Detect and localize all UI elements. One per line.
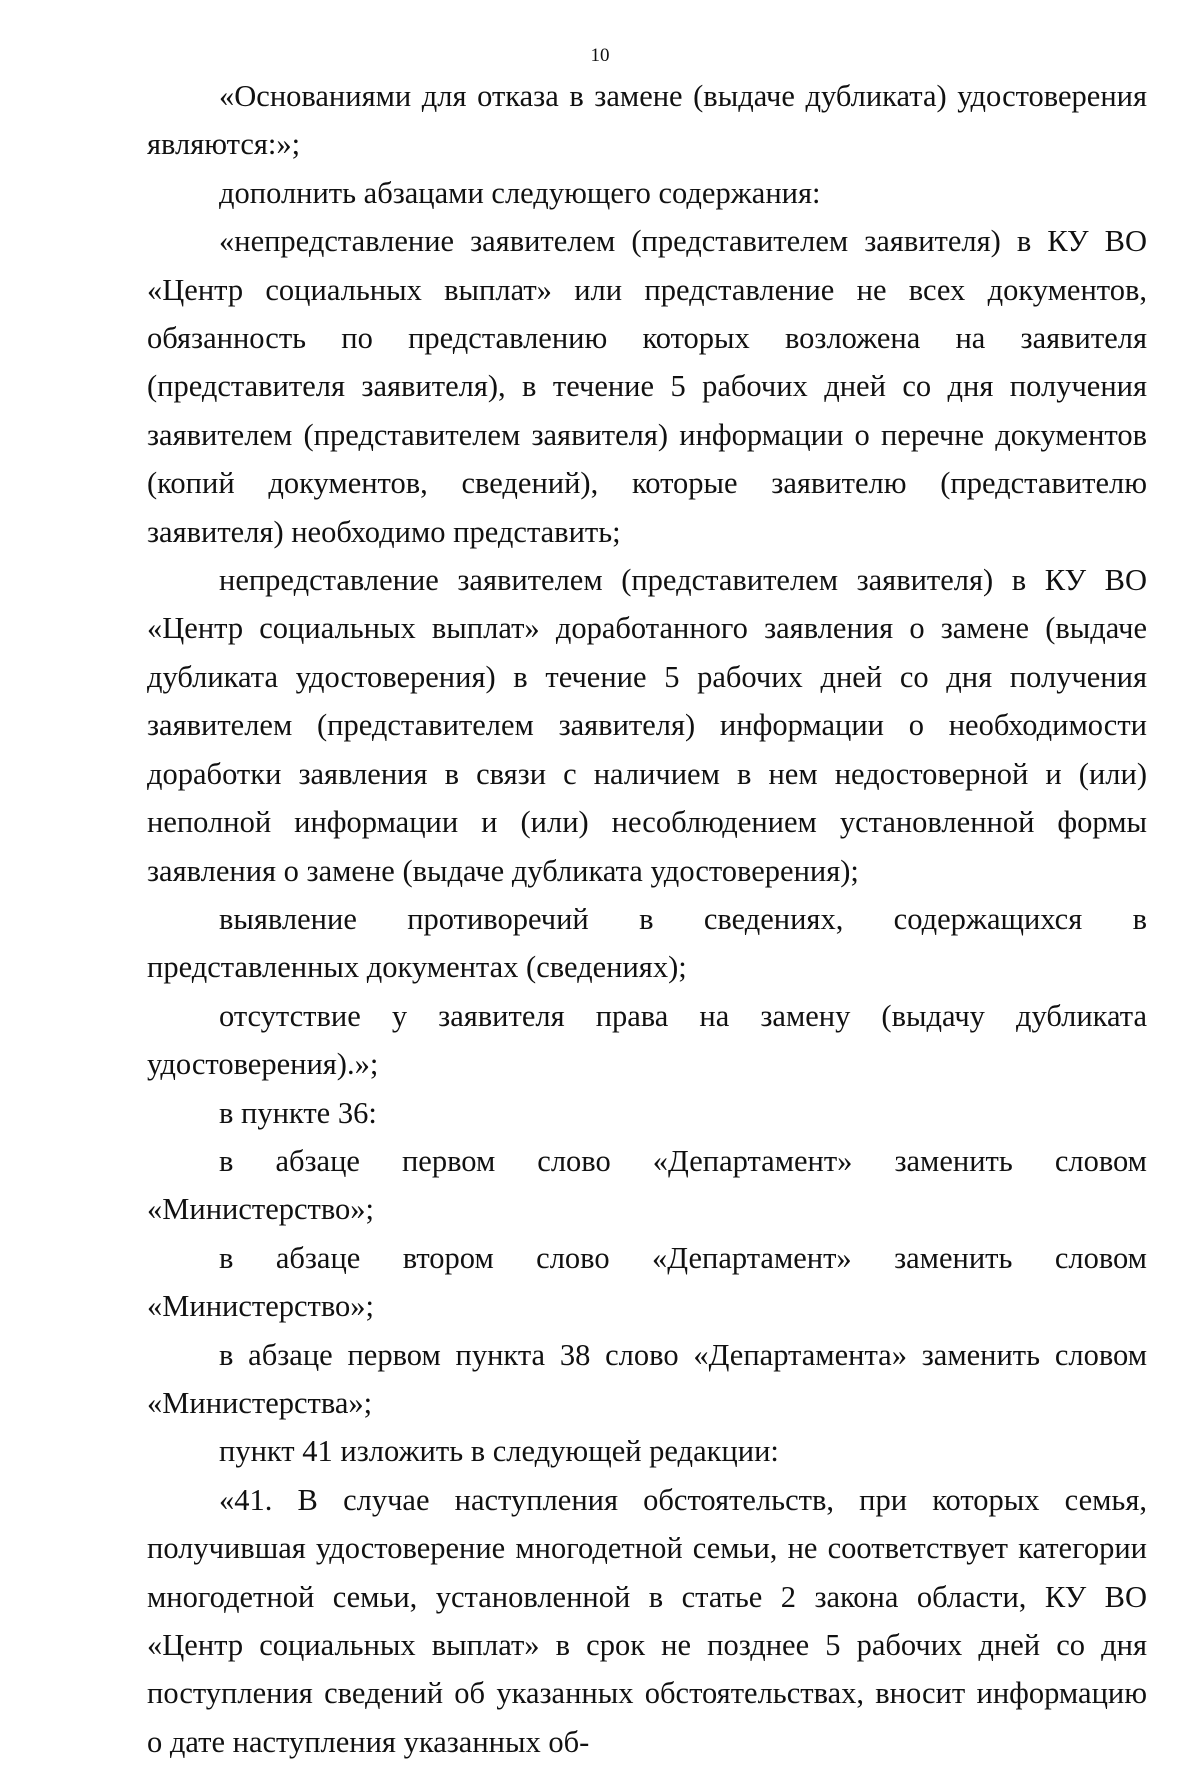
document-body (147, 72, 1147, 1766)
paragraph: в абзаце первом слово «Департамент» заменить словом «Министерство»; (147, 1143, 1147, 1227)
paragraph: «41. В случае наступления обстоятельств, при которых семья, получившая удостоверение многодетной семьи, не соответствует категории многодетной семьи, установленной в статье 2 закона области, КУ ВО «Центр социальных выплат» в срок не позднее 5 рабочих дней со дня поступления сведений об указанных обстоятельствах, вносит информацию о дате наступления указанных об- (147, 1482, 1147, 1759)
paragraph: непредставление заявителем (представителем заявителя) в КУ ВО «Центр социальных выплат» доработанного заявления о замене (выдаче дубликата удостоверения) в течение 5 рабочих дней со дня получения заявителем (представителем заявителя) информации о необходимости доработки заявления в связи с наличием в нем недостоверной и (или) неполной информации и (или) несоблюдением установленной формы заявления о замене (выдаче дубликата удостоверения); (147, 563, 1147, 888)
paragraph: пункт 41 изложить в следующей редакции: (219, 1434, 779, 1469)
paragraph: в пункте 36: (219, 1095, 377, 1130)
paragraph: в абзаце первом пункта 38 слово «Департамента» заменить словом «Министерства»; (147, 1337, 1147, 1420)
paragraph: выявление противоречий в сведениях, содержащихся в представленных документах (сведениях); (147, 901, 1147, 985)
paragraph: «Основаниями для отказа в замене (выдаче дубликата) удостоверения являются:»; (147, 79, 1147, 162)
paragraph: дополнить абзацами следующего содержания: (219, 175, 821, 210)
paragraph: в абзаце втором слово «Департамент» заменить словом «Министерство»; (147, 1240, 1147, 1324)
paragraph: отсутствие у заявителя права на замену (выдачу дубликата удостоверения).»; (147, 998, 1147, 1082)
page-number: 10 (590, 45, 610, 66)
paragraph: «непредставление заявителем (представителем заявителя) в КУ ВО «Центр социальных выплат» или представление не всех документов, обязанность по представлению которых возложена на заявителя (представителя заявителя), в течение 5 рабочих дней со дня получения заявителем (представителем заявителя) информации о перечне документов (копий документов, сведений), которые заявителю (представителю заявителя) необходимо представить; (147, 224, 1147, 549)
